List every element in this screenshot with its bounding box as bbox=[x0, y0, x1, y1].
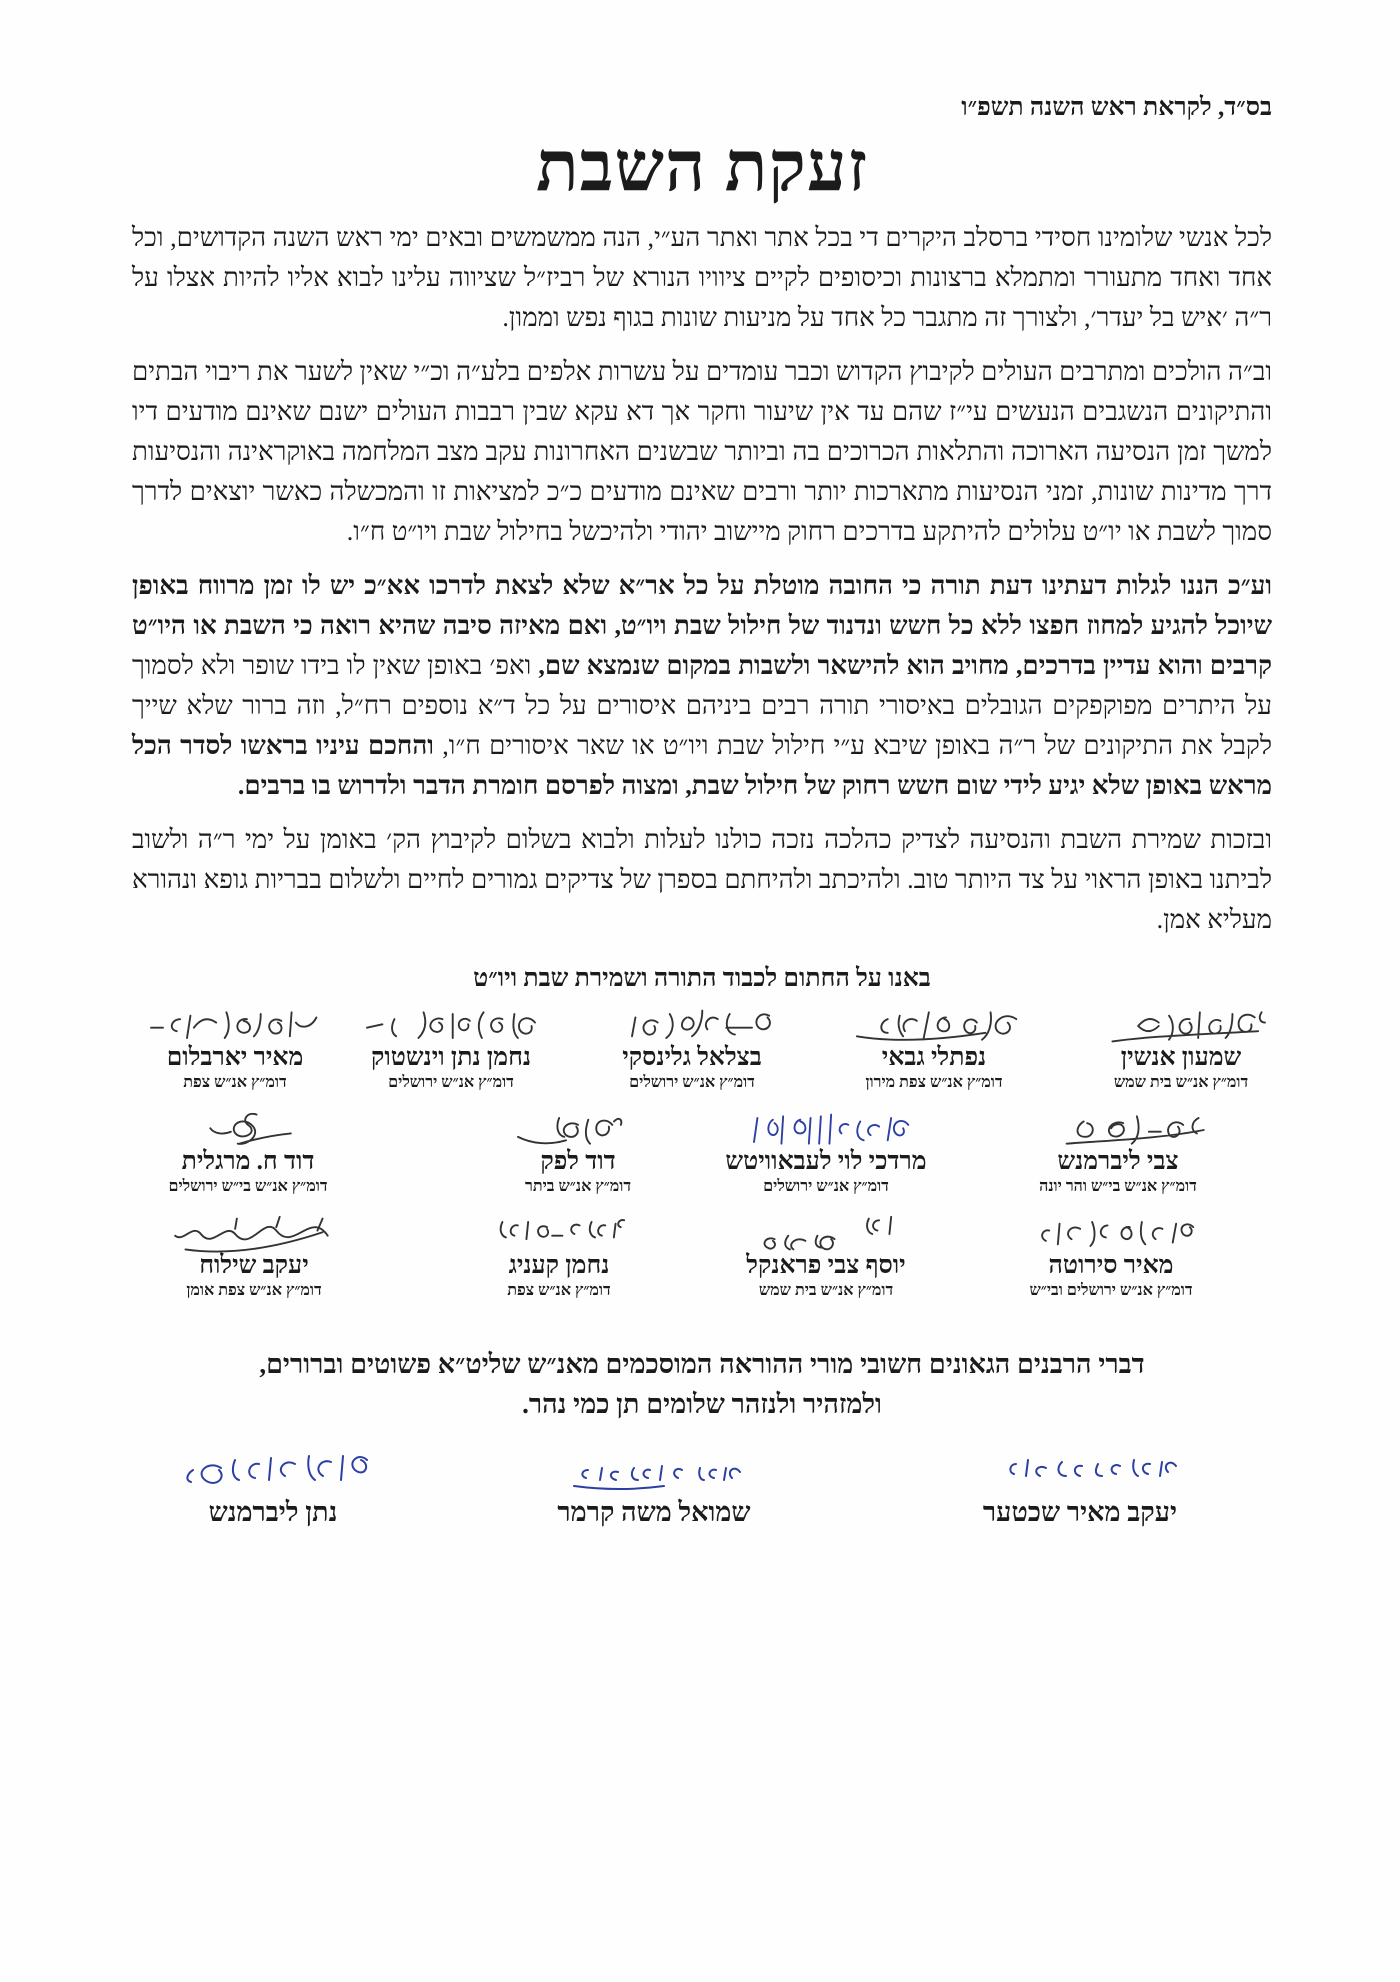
signatory-name: דוד לפק bbox=[540, 1148, 616, 1175]
signatory-name: מאיר סירוטה bbox=[1048, 1252, 1174, 1279]
signatory bbox=[105, 1002, 365, 1094]
signatory-title: דומ״ץ אנ״ש בית שמש bbox=[758, 1282, 894, 1299]
handwritten-signature bbox=[544, 1440, 764, 1500]
signatory-title: דומ״ץ אנ״ש צפת bbox=[507, 1282, 611, 1299]
closing-line-2: ולמזהיר ולנזהר שלומים תן כמי נהר. bbox=[522, 1389, 882, 1419]
ruling-bold-part-2: והחכם עיניו בראשו לסדר הכל מראש באופן שלא יגיע לידי שום חשש רחוק של חילול שבת, ומצוה לפרסם חומרת הדבר ולדרוש בו ברבים. bbox=[132, 731, 1272, 800]
endorser bbox=[123, 1440, 423, 1528]
signatory-title: דומ״ץ אנ״ש ירושלים bbox=[629, 1074, 755, 1091]
endorsers-row bbox=[0, 1440, 1400, 1558]
paragraph-ruling bbox=[132, 566, 1272, 806]
endorser bbox=[504, 1440, 804, 1528]
signatures-row-3 bbox=[0, 1210, 1400, 1314]
signatures-row-1 bbox=[0, 1002, 1400, 1106]
paragraph-intro: לכל אנשי שלומינו חסידי ברסלב היקרים די בכל אתר ואתר הע״י, הנה ממשמשים ובאים ימי ראש השנה הקדושים, וכל אחד ואחד מתעורר ומתמלא ברצונות וכיסופים לקיים ציוויו הנורא של רביז״ל שציווה עלינו לבוא אליו להיות אצלו על ר״ה ׳איש בל יעדר׳, ולצורך זה מתגבר כל אחד על מניעות שונות בגוף נפש וממון. bbox=[132, 223, 1272, 332]
signatory bbox=[562, 1002, 822, 1094]
signatory bbox=[124, 1210, 384, 1302]
signatory bbox=[429, 1210, 689, 1302]
signatory-name: מרדכי לוי לעבאוויטש bbox=[725, 1148, 927, 1175]
signatory bbox=[804, 1002, 1064, 1094]
signatory-title: דומ״ץ אנ״ש ירושלים bbox=[763, 1178, 889, 1195]
handwritten-signature bbox=[148, 1106, 348, 1154]
handwritten-signature bbox=[459, 1210, 659, 1258]
paragraph-context: וב״ה הולכים ומתרבים העולים לקיבוץ הקדוש וכבר עומדים על עשרות אלפים בלע״ה וכ״י שאין לשער את ריבוי הבתים והתיקונים הנשגבים הנעשים עי״ז שהם עד אין שיעור וחקר אך דא עקא שבין רבבות העולים ישנם שאינם מודעים דיו למשך זמן הנסיעה הארוכה והתלאות הכרוכים בה וביותר שבשנים האחרונות עקב מצב המלחמה באוקראינה והנסיעות דרך מדינות שונות, זמני הנסיעות מתארכות יותר ורבים שאינם מודעים כ״כ למציאות זו והמכשלה כאשר יוצאים לדרך סמוך לשבת או יו״ט עלולים להיתקע בדרכים רחוק מיישוב יהודי ולהיכשל בחילול שבת ויו״ט ח״ו. bbox=[132, 357, 1272, 546]
handwritten-signature bbox=[351, 1002, 551, 1050]
handwritten-signature bbox=[1081, 1002, 1281, 1050]
closing-statement bbox=[132, 1344, 1272, 1424]
signatory-name: יעקב שילוח bbox=[199, 1252, 309, 1279]
endorser-name: נתן ליברמנש bbox=[208, 1497, 338, 1527]
handwritten-signature bbox=[135, 1002, 335, 1050]
signatory-title: דומ״ץ אנ״ש בי״ש ירושלים bbox=[168, 1178, 328, 1195]
document-title: זעקת השבת bbox=[535, 129, 869, 206]
closing-line-1: דברי הרבנים הגאונים חשובי מורי ההוראה המוסכמים מאנ״ש שליט״א פשוטים וברורים, bbox=[259, 1349, 1145, 1379]
handwritten-signature bbox=[163, 1440, 383, 1500]
signatory-name: שמעון אנשין bbox=[1120, 1044, 1242, 1071]
endorser-name: שמואל משה קרמר bbox=[557, 1497, 751, 1527]
signatory-name: צבי ליברמנש bbox=[1057, 1148, 1179, 1175]
signatory-title: דומ״ץ אנ״ש בית שמש bbox=[1113, 1074, 1249, 1091]
signatory-name: נחמן נתן וינשטוק bbox=[370, 1044, 532, 1071]
signatory-title: דומ״ץ אנ״ש צפת bbox=[183, 1074, 287, 1091]
signatures-row-2 bbox=[0, 1106, 1400, 1210]
handwritten-signature bbox=[1018, 1106, 1218, 1154]
signatory-name: דוד ח. מרגלית bbox=[181, 1148, 315, 1175]
signatory bbox=[1051, 1002, 1311, 1094]
signatory bbox=[988, 1106, 1248, 1198]
signatory bbox=[981, 1210, 1241, 1302]
signatory-title: דומ״ץ אנ״ש ירושלים bbox=[388, 1074, 514, 1091]
signatory-name: מאיר יארבלום bbox=[166, 1044, 304, 1071]
signatory-title: דומ״ץ אנ״ש ביתר bbox=[524, 1178, 632, 1195]
signatory-name: יוסף צבי פראנקל bbox=[746, 1252, 906, 1279]
signatory-title: דומ״ץ אנ״ש צפת אומן bbox=[186, 1282, 322, 1299]
handwritten-signature bbox=[592, 1002, 792, 1050]
signatory bbox=[696, 1106, 956, 1198]
handwritten-signature bbox=[1011, 1210, 1211, 1258]
handwritten-signature bbox=[834, 1002, 1034, 1050]
handwritten-signature bbox=[154, 1210, 354, 1258]
ruling-bold-part-1: וע״כ הננו לגלות דעתינו דעת תורה כי החובה מוטלת על כל אר״א שלא לצאת לדרכו אא״כ יש לו זמן מרווח באופן שיוכל להגיע למחוז חפצו ללא כל חשש ונדנוד של חילול שבת ויו״ט, ואם מאיזה סיבה שהיא רואה כי השבת או היו״ט קרבים והוא עדיין בדרכים, מחויב הוא להישאר ולשבות במקום שנמצא שם, bbox=[132, 571, 1272, 680]
ruling-regular-part: ואפ׳ באופן שאין לו בידו שופר ולא לסמוך על היתרים מפוקפקים הגובלים באיסורי תורה רבים ביניהם איסורים על כל ד״א נוספים רח״ל, וזה ברור שלא שייך לקבל את התיקונים של ר״ה באופן שיבא ע״י חילול שבת ויו״ט או שאר איסורים ח״ו, bbox=[132, 651, 1273, 760]
endorser-name: יעקב מאיר שכטער bbox=[982, 1497, 1178, 1527]
signatory-name: נחמן קעניג bbox=[508, 1252, 610, 1279]
signatory-title: דומ״ץ אנ״ש בי״ש והר יונה bbox=[1039, 1178, 1197, 1195]
date-line: בס״ד, לקראת ראש השנה תשפ״ו bbox=[961, 94, 1272, 121]
handwritten-signature bbox=[726, 1210, 926, 1258]
paragraph-blessing: ובזכות שמירת השבת והנסיעה לצדיק כהלכה נזכה כולנו לעלות ולבוא בשלום לקיבוץ הק׳ באומן על ימי ר״ה ולשוב לביתנו באופן הראוי על צד היותר טוב. ולהיכתב ולהיחתם בספרן של צדיקים גמורים לחיים ולשלום בבריות גופא ונהורא מעליא אמן. bbox=[132, 825, 1272, 934]
signatory-name: בצלאל גלינסקי bbox=[622, 1044, 762, 1071]
signatory bbox=[696, 1210, 956, 1302]
signatory-title: דומ״ץ אנ״ש ירושלים ובי״ש bbox=[1029, 1282, 1193, 1299]
signatory-title: דומ״ץ אנ״ש צפת מירון bbox=[865, 1074, 1003, 1091]
handwritten-signature bbox=[478, 1106, 678, 1154]
handwritten-signature bbox=[726, 1106, 926, 1154]
endorser bbox=[930, 1440, 1230, 1528]
signatory bbox=[448, 1106, 708, 1198]
signatory bbox=[118, 1106, 378, 1198]
signatory-name: נפתלי גבאי bbox=[881, 1044, 987, 1071]
handwritten-signature bbox=[970, 1440, 1190, 1500]
signatures-heading: באנו על החתום לכבוד התורה ושמירת שבת ויו״ט bbox=[473, 965, 931, 992]
